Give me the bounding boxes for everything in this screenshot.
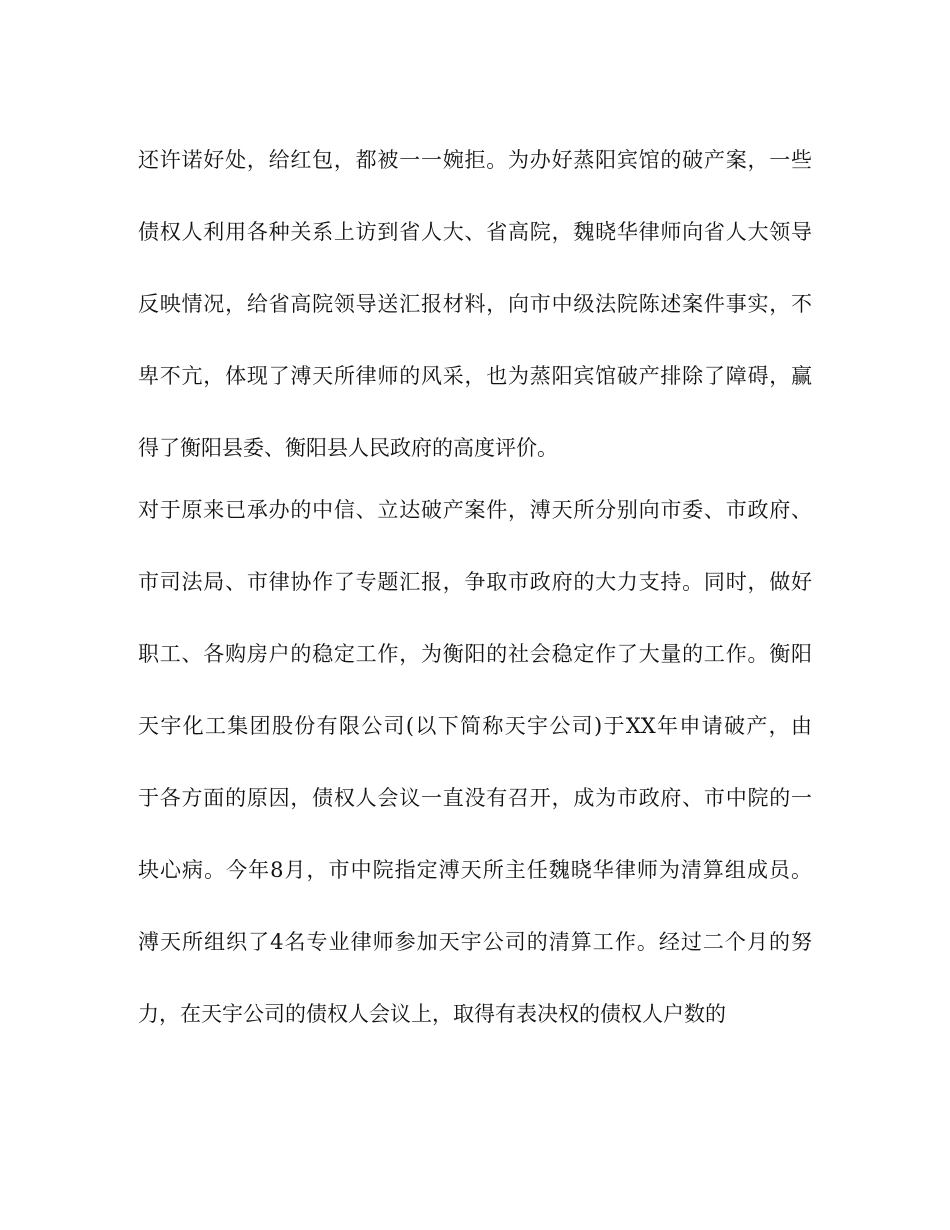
paragraph-line: 力，在天宇公司的债权人会议上，取得有表决权的债权人户数的 [138, 1002, 726, 1026]
paragraph-line: 天宇化工集团股份有限公司(以下简称天宇公司)于XX年申请破产，由 [138, 714, 812, 738]
paragraph-line: 职工、各购房户的稳定工作，为衡阳的社会稳定作了大量的工作。衡阳 [138, 642, 812, 666]
paragraph-line: 对于原来已承办的中信、立达破产案件，溥天所分别向市委、市政府、 [138, 498, 812, 522]
paragraph-line: 溥天所组织了4名专业律师参加天宇公司的清算工作。经过二个月的努 [138, 930, 812, 954]
paragraph-line: 得了衡阳县委、衡阳县人民政府的高度评价。 [138, 436, 558, 460]
paragraph-line: 还许诺好处，给红包，都被一一婉拒。为办好蒸阳宾馆的破产案，一些 [138, 148, 812, 172]
paragraph-line: 于各方面的原因，债权人会议一直没有召开，成为市政府、市中院的一 [138, 786, 812, 810]
paragraph-line: 市司法局、市律协作了专题汇报，争取市政府的大力支持。同时，做好 [138, 570, 812, 594]
paragraph-line: 反映情况，给省高院领导送汇报材料，向市中级法院陈述案件事实，不 [138, 292, 812, 316]
paragraph-line: 卑不亢，体现了溥天所律师的风采，也为蒸阳宾馆破产排除了障碍，赢 [138, 364, 812, 388]
paragraph-line: 块心病。今年8月，市中院指定溥天所主任魏晓华律师为清算组成员。 [138, 858, 812, 882]
paragraph-line: 债权人利用各种关系上访到省人大、省高院，魏晓华律师向省人大领导 [138, 220, 812, 244]
